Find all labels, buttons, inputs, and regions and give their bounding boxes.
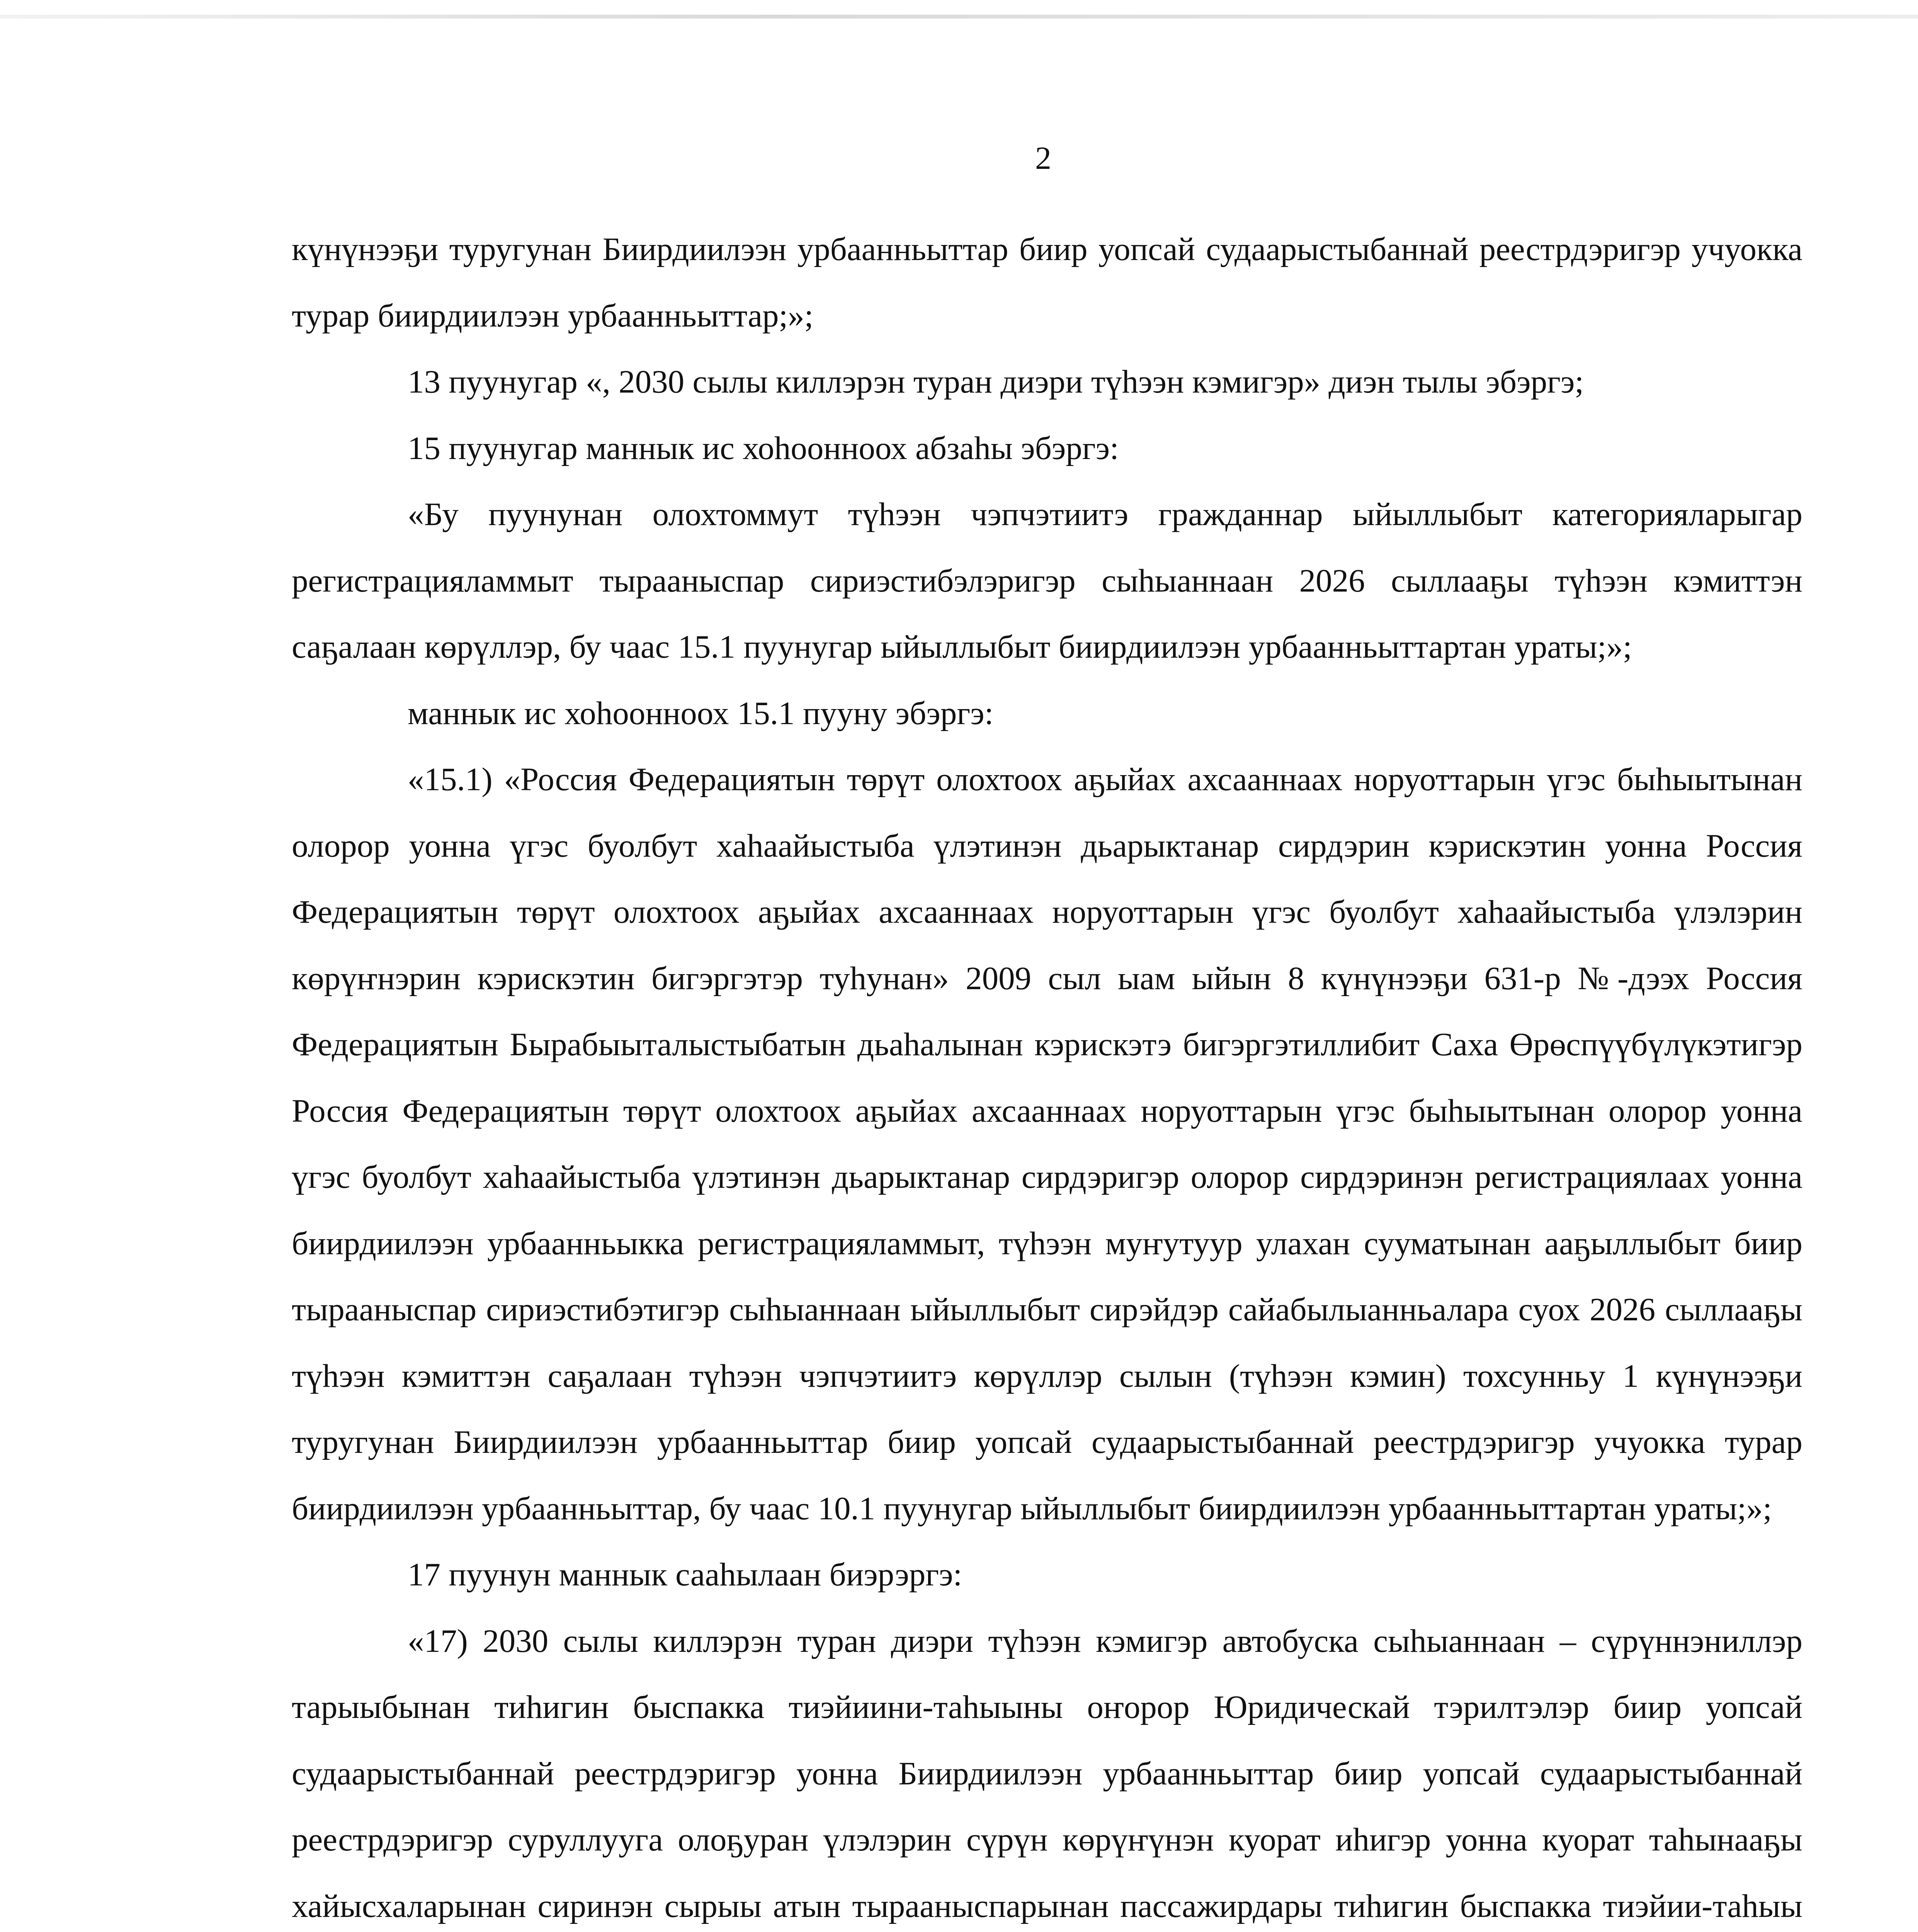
paragraph-1: күнүнээҕи туругунан Биирдиилээн урбаанньыттар биир уопсай судаарыстыбаннай реестрдэригэр учуокка турар биирдиилээн урбаанньыттар;»;	[292, 231, 1802, 334]
paragraph-5: маннык ис хоһоонноох 15.1 пууну эбэргэ:	[408, 695, 994, 731]
page-number: 2	[1035, 140, 1051, 176]
paragraph-2: 13 пуунугар «, 2030 сылы киллэрэн туран диэри түһээн кэмигэр» диэн тылы эбэргэ;	[408, 364, 1584, 400]
paragraph-8: «17) 2030 сылы киллэрэн туран диэри түһээн кэмигэр автобуска сыһыаннаан – сүрүннэниллэр тарыыбынан тиһигин быспакка тиэйиини-таһыыны оҥорор Юридическай тэрилтэлэр биир уопсай судаарыстыбаннай реестрдэригэр уонна Биирдиилээн урбаанньыттар биир уопсай судаарыстыбаннай реестрдэригэр суруллууга олоҕуран үлэлэрин сүрүн көрүҥүнэн куорат иһигэр уонна куорат таһынааҕы хайысхаларынан сиринэн сырыы атын тырааныспарынан пассажирдары тиһигин быспакка тиэйии-таһыы	[292, 1622, 1802, 1924]
document-body	[292, 216, 1802, 1932]
paragraph-4: «Бу пуунунан олохтоммут түһээн чэпчэтиитэ гражданнар ыйыллыбыт категорияларыгар регистрацияламмыт тырааныспар сириэстибэлэригэр сыһыаннаан 2026 сыллааҕы түһээн кэмиттэн саҕалаан көрүллэр, бу чаас 15.1 пуунугар ыйыллыбыт биирдиилээн урбаанньыттартан ураты;»;	[292, 496, 1802, 665]
scan-edge	[0, 15, 1918, 19]
paragraph-3: 15 пуунугар маннык ис хоһоонноох абзаһы эбэргэ:	[408, 430, 1119, 466]
paragraph-6: «15.1) «Россия Федерациятын төрүт олохтоох аҕыйах ахсааннаах норуоттарын үгэс быһыытынан олорор уонна үгэс буолбут хаһаайыстыба үлэтинэн дьарыктанар сирдэрин кэрискэтин уонна Россия Федерациятын төрүт олохтоох аҕыйах ахсааннаах норуоттарын үгэс буолбут хаһаайыстыба үлэлэрин көрүҥнэрин кэрискэтин бигэргэтэр туһунан» 2009 сыл ыам ыйын 8 күнүнээҕи 631-р №-дээх Россия Федерациятын Бырабыыталыстыбатын дьаһалынан кэрискэтэ бигэргэтиллибит Саха Өрөспүүбүлүкэтигэр Россия Федерациятын төрүт олохтоох аҕыйах ахсааннаах норуоттарын үгэс быһыытынан олорор уонна үгэс буолбут хаһаайыстыба үлэтинэн дьарыктанар сирдэригэр олорор сирдэринэн регистрациялаах уонна биирдиилээн урбаанньыкка регистрацияламмыт, түһээн муҥутуур улахан сууматынан ааҕыллыбыт биир тырааныспар сириэстибэтигэр сыһыаннаан ыйыллыбыт сирэйдэр сайабылыанньалара суох 2026 сыллааҕы түһээн кэмиттэн саҕалаан түһээн чэпчэтиитэ көрүллэр сылын (түһээн кэмин) тохсунньу 1 күнүнээҕи туругунан Биирдиилээн урбаанньыттар биир уопсай судаарыстыбаннай реестрдэригэр учуокка турар биирдиилээн урбаанньыттар, бу чаас 10.1 пуунугар ыйыллыбыт биирдиилээн урбаанньыттартан ураты;»;	[292, 761, 1802, 1527]
paragraph-7: 17 пуунун маннык сааһылаан биэрэргэ:	[408, 1556, 962, 1593]
